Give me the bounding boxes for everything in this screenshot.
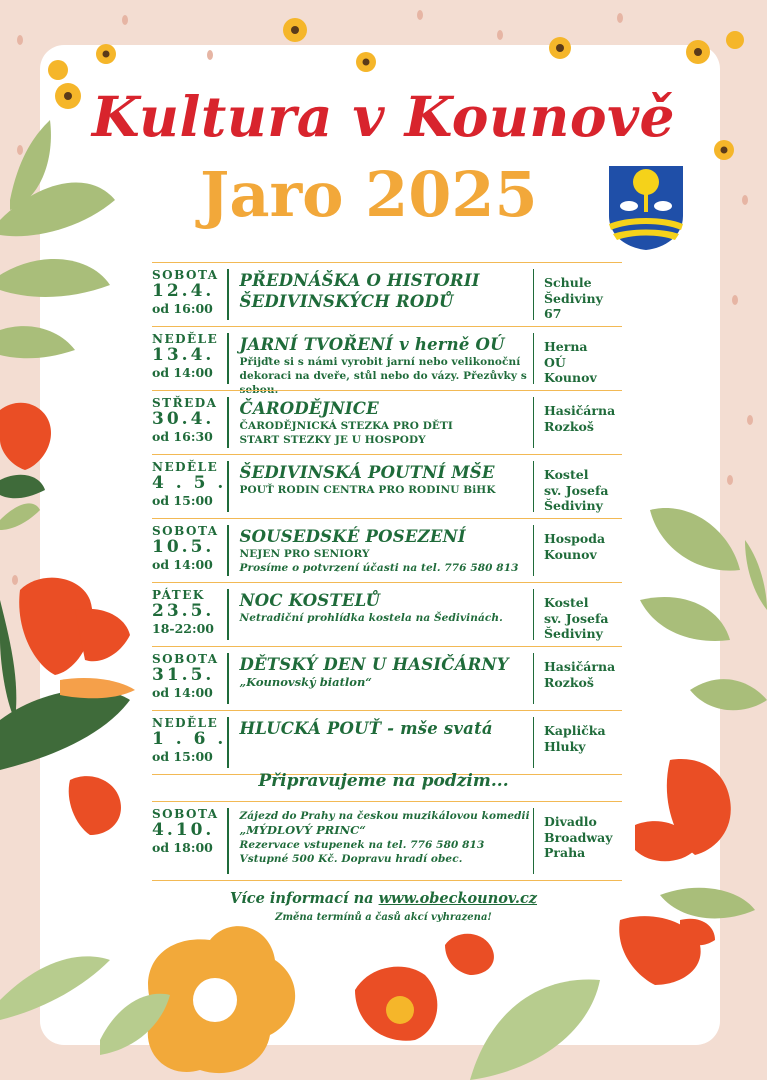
event-venue (534, 391, 622, 454)
event-row (152, 390, 622, 454)
event-day: PÁTEK (152, 588, 205, 602)
event-day: STŘEDA (152, 396, 218, 410)
event-date (152, 519, 227, 582)
event-date (152, 647, 227, 710)
event-description (229, 583, 533, 646)
event-title: NOC KOSTELŮ (239, 591, 381, 610)
event-venue-line: Hasičárna (544, 403, 616, 418)
event-date-number: 12.4. (152, 281, 215, 301)
event-description (229, 455, 533, 518)
event-venue-line: Šediviny (544, 498, 603, 513)
event-date-number: 4 . 5 . (152, 473, 227, 493)
event-day: SOBOTA (152, 524, 219, 538)
event-venue-line: Šediviny (544, 626, 603, 641)
event-venue-line: Kaplička (544, 723, 606, 738)
event-venue-line: OÚ (544, 354, 566, 370)
event-row (152, 710, 622, 775)
event-detail: ČARODĚJNICKÁ STEZKA PRO DĚTI (239, 420, 453, 432)
event-venue (534, 519, 622, 582)
event-title: DĚTSKÝ DEN U HASIČÁRNY (239, 655, 509, 674)
event-venue-line: Schule (544, 275, 592, 290)
event-date-number: 10.5. (152, 537, 215, 557)
schedule-note: Změna termínů a časů akcí vyhrazena! (275, 912, 492, 923)
event-date (152, 327, 227, 390)
event-description (229, 802, 533, 880)
event-row (152, 801, 622, 881)
municipal-coat-of-arms-icon (607, 164, 685, 252)
event-detail: dekoraci na dveře, stůl nebo do vázy. Přezůvky s sebou. (239, 370, 527, 396)
event-venue (534, 711, 622, 774)
event-venue-line: Šediviny 67 (544, 290, 603, 321)
event-title: ČARODĚJNICE (239, 399, 379, 418)
event-venue-line: Kostel (544, 467, 589, 482)
event-title: ŠEDIVINSKÝCH RODŮ (239, 292, 454, 311)
event-venue-line: Hluky (544, 738, 586, 754)
event-detail: Vstupné 500 Kč. Dopravu hradí obec. (239, 853, 463, 865)
event-venue-line: Kounov (544, 370, 597, 385)
event-description (229, 327, 533, 396)
event-date-number: 13.4. (152, 345, 215, 365)
event-date (152, 802, 227, 880)
event-date-number: 23.5. (152, 601, 215, 621)
event-day: NEDĚLE (152, 332, 219, 346)
event-day: SOBOTA (152, 652, 219, 666)
event-description (229, 647, 533, 710)
event-time: od 14:00 (152, 685, 213, 700)
event-date (152, 583, 227, 646)
event-venue-line: sv. Josefa (544, 610, 609, 626)
event-venue-line: Kounov (544, 546, 597, 562)
autumn-heading: Připravujeme na podzim... (258, 771, 509, 791)
event-day: NEDĚLE (152, 716, 219, 730)
event-date-number: 30.4. (152, 409, 215, 429)
event-title: HLUCKÁ POUŤ - mše svatá (239, 719, 493, 738)
more-info-prefix: Více informací na (229, 890, 379, 907)
event-time: od 18:00 (152, 840, 213, 855)
event-venue-line: Hospoda (544, 531, 606, 546)
event-row (152, 646, 622, 710)
event-detail: „MÝDLOVÝ PRINC“ (239, 823, 366, 837)
event-row (152, 326, 622, 396)
event-venue-line: Kostel (544, 595, 589, 610)
event-description (229, 391, 533, 454)
event-day: SOBOTA (152, 268, 219, 282)
event-detail: Přijďte si s námi vyrobit jarní nebo velikonoční (239, 356, 521, 368)
more-info (0, 890, 767, 907)
poster-title: Kultura v Kounově (91, 84, 676, 149)
event-detail: Zájezd do Prahy na českou muzikálovou komedii (239, 810, 530, 822)
event-venue-line: Rozkoš (544, 674, 594, 690)
event-venue-line: Herna (544, 339, 588, 354)
event-date-number: 31.5. (152, 665, 215, 685)
event-date-number: 4.10. (152, 820, 215, 840)
website-link[interactable]: www.obeckounov.cz (378, 890, 538, 907)
event-venue-line: Hasičárna (544, 659, 616, 674)
event-day: NEDĚLE (152, 460, 219, 474)
event-detail: Netradiční prohlídka kostela na Šedivinách. (239, 612, 503, 624)
event-venue (534, 647, 622, 710)
event-venue (534, 327, 622, 390)
event-detail: „Kounovský biatlon“ (239, 675, 372, 689)
event-row (152, 262, 622, 326)
event-venue (534, 455, 622, 518)
event-time: od 14:00 (152, 365, 213, 380)
event-venue-line: Rozkoš (544, 418, 594, 434)
event-venue-line: Praha (544, 845, 586, 860)
event-venue-line: sv. Josefa (544, 482, 609, 498)
event-date-number: 1 . 6 . (152, 729, 227, 749)
event-date (152, 263, 227, 326)
event-venue (534, 583, 622, 646)
event-time: od 16:00 (152, 301, 213, 316)
event-description (229, 711, 533, 774)
event-list (152, 262, 622, 775)
event-time: od 16:30 (152, 429, 213, 444)
autumn-event (152, 801, 622, 881)
event-detail: Rezervace vstupenek na tel. 776 580 813 (239, 839, 485, 851)
event-detail: Prosíme o potvrzení účasti na tel. 776 580 813 (239, 562, 519, 574)
event-detail: START STEZKY JE U HOSPODY (239, 434, 426, 446)
event-row (152, 518, 622, 582)
event-date (152, 391, 227, 454)
event-detail: POUŤ RODIN CENTRA PRO RODINU BiHK (239, 484, 496, 496)
event-title: SOUSEDSKÉ POSEZENÍ (239, 527, 466, 546)
event-venue (534, 802, 622, 880)
event-venue-line: Divadlo (544, 814, 597, 829)
event-time: 18-22:00 (152, 621, 214, 636)
event-title: ŠEDIVINSKÁ POUTNÍ MŠE (239, 463, 495, 482)
event-time: od 14:00 (152, 557, 213, 572)
event-day: SOBOTA (152, 807, 219, 821)
event-title: PŘEDNÁŠKA O HISTORII (239, 271, 480, 290)
event-time: od 15:00 (152, 493, 213, 508)
poster-subtitle: Jaro 2025 (200, 158, 538, 231)
event-time: od 15:00 (152, 749, 213, 764)
event-date (152, 455, 227, 518)
event-description (229, 519, 533, 582)
event-row (152, 454, 622, 518)
event-row (152, 582, 622, 646)
event-venue-line: Broadway (544, 829, 613, 845)
event-description (229, 263, 533, 326)
event-date (152, 711, 227, 774)
event-venue (534, 263, 622, 326)
event-title: JARNÍ TVOŘENÍ v herně OÚ (239, 335, 505, 354)
event-detail: NEJEN PRO SENIORY (239, 548, 370, 560)
